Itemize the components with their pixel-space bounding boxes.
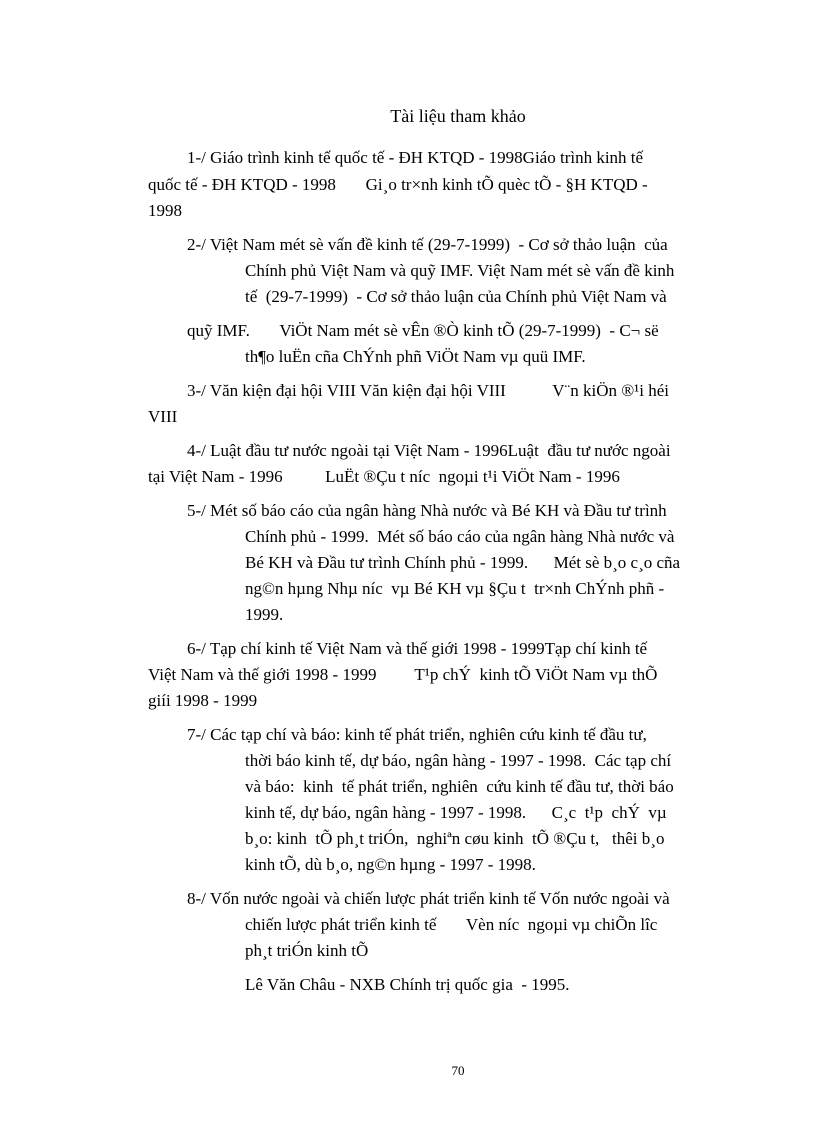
reference-line: 3-/ Văn kiện đại hội VIII Văn kiện đại hội VIII V¨n kiÖn ®¹i héi [187,381,669,400]
reference-line: Việt Nam và thế giới 1998 - 1999 T¹p chÝ kinh tÕ ViÖt Nam vµ thÕ [148,665,658,684]
reference-line: kinh tÕ, dù b¸o, ng©n hµng - 1997 - 1998. [245,855,536,874]
reference-line: 1998 [148,201,182,220]
reference-line: 6-/ Tạp chí kinh tế Việt Nam và thế giới 1998 - 1999Tạp chí kinh tế [187,639,648,658]
reference-line: 2-/ Việt Nam mét sè vấn đề kinh tế (29-7-1999) - Cơ sở thảo luận của [187,235,668,254]
reference-line: b¸o: kinh tÕ ph¸t triÓn, nghiªn cøu kinh tÕ ®Çu t, thêi b¸o [245,829,665,848]
reference-line: 5-/ Mét số báo cáo của ngân hàng Nhà nước và Bé KH và Đầu tư trình [187,501,667,520]
reference-line: Bé KH và Đầu tư trình Chính phủ - 1999. Mét sè b¸o c¸o cña [245,553,681,572]
reference-line: 8-/ Vốn nước ngoài và chiến lược phát triển kinh tế Vốn nước ngoài và [187,889,670,908]
reference-line: tế (29-7-1999) - Cơ sở thảo luận của Chính phủ Việt Nam và [245,287,667,306]
reference-line: Chính phủ Việt Nam và quỹ IMF. Việt Nam mét sè vấn đề kinh [245,261,675,280]
page-title: Tài liệu tham khảo [390,106,526,126]
page-number: 70 [451,1063,465,1078]
reference-line: quỹ IMF. ViÖt Nam mét sè vÊn ®Ò kinh tÕ (29-7-1999) - C¬ së [187,321,659,340]
reference-line: Chính phủ - 1999. Mét số báo cáo của ngân hàng Nhà nước và [245,527,675,546]
reference-line: 1999. [245,605,284,624]
reference-line: Lê Văn Châu - NXB Chính trị quốc gia - 1995. [245,975,570,994]
reference-line: ph¸t triÓn kinh tÕ [245,941,369,960]
reference-line: và báo: kinh tế phát triển, nghiên cứu kinh tế đầu tư, thời báo [245,777,674,796]
reference-line: giíi 1998 - 1999 [148,691,258,710]
reference-line: 1-/ Giáo trình kinh tế quốc tế - ĐH KTQD - 1998Giáo trình kinh tế [187,148,644,167]
reference-line: ng©n hµng Nhµ níc vµ Bé KH vµ §Çu t tr×nh ChÝnh phñ - [245,579,665,598]
reference-line: 7-/ Các tạp chí và báo: kinh tế phát triển, nghiên cứu kinh tế đầu tư, [187,725,647,744]
reference-line: chiến lược phát triển kinh tế Vèn níc ngoµi vµ chiÕn lîc [245,915,658,934]
reference-line: kinh tế, dự báo, ngân hàng - 1997 - 1998. C¸c t¹p chÝ vµ [245,803,667,822]
reference-line: VIII [148,407,178,426]
reference-line: 4-/ Luật đầu tư nước ngoài tại Việt Nam - 1996Luật đầu tư nước ngoài [187,441,671,460]
reference-line: quốc tế - ĐH KTQD - 1998 Gi¸o tr×nh kinh tÕ quèc tÕ - §H KTQD - [148,175,648,194]
reference-line: tại Việt Nam - 1996 LuËt ®Çu t níc ngoµi t¹i ViÖt Nam - 1996 [148,467,620,486]
reference-line: th¶o luËn cña ChÝnh phñ ViÖt Nam vµ quü IMF. [245,347,586,366]
reference-line: thời báo kinh tế, dự báo, ngân hàng - 1997 - 1998. Các tạp chí [245,751,672,770]
